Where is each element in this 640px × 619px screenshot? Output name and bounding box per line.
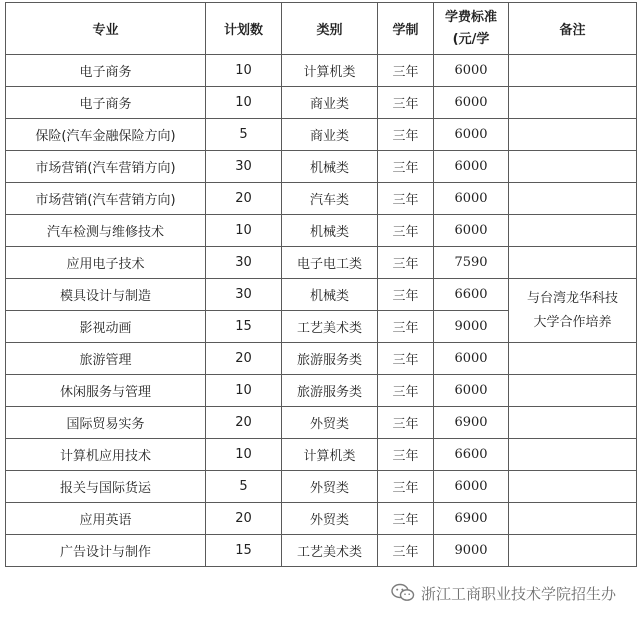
cell-category: 机械类 bbox=[282, 215, 378, 247]
cell-years: 三年 bbox=[378, 471, 434, 503]
cell-plan: 10 bbox=[206, 55, 282, 87]
cell-category: 机械类 bbox=[282, 279, 378, 311]
header-major: 专业 bbox=[6, 3, 206, 55]
wechat-icon bbox=[391, 583, 415, 603]
cell-major: 保险(汽车金融保险方向) bbox=[6, 119, 206, 151]
table-row bbox=[6, 407, 637, 439]
cell-major: 市场营销(汽车营销方向) bbox=[6, 183, 206, 215]
majors-table bbox=[5, 2, 637, 567]
cell-plan: 5 bbox=[206, 119, 282, 151]
cell-category: 计算机类 bbox=[282, 55, 378, 87]
cell-category: 旅游服务类 bbox=[282, 343, 378, 375]
header-fee-line2: (元/学 bbox=[452, 31, 490, 47]
cell-major: 市场营销(汽车营销方向) bbox=[6, 151, 206, 183]
cell-fee: 9000 bbox=[434, 535, 509, 567]
cell-fee: 6600 bbox=[434, 279, 509, 311]
cell-years: 三年 bbox=[378, 375, 434, 407]
cell-fee: 6000 bbox=[434, 343, 509, 375]
table-row bbox=[6, 279, 637, 311]
cell-plan: 5 bbox=[206, 471, 282, 503]
cell-category: 工艺美术类 bbox=[282, 311, 378, 343]
cell-years: 三年 bbox=[378, 535, 434, 567]
cell-plan: 10 bbox=[206, 87, 282, 119]
cell-fee: 9000 bbox=[434, 311, 509, 343]
cell-major: 计算机应用技术 bbox=[6, 439, 206, 471]
cell-category: 商业类 bbox=[282, 119, 378, 151]
cell-plan: 30 bbox=[206, 247, 282, 279]
cell-major: 旅游管理 bbox=[6, 343, 206, 375]
cell-plan: 30 bbox=[206, 151, 282, 183]
cell-category: 外贸类 bbox=[282, 503, 378, 535]
table-row bbox=[6, 439, 637, 471]
cell-plan: 20 bbox=[206, 183, 282, 215]
cell-major: 报关与国际货运 bbox=[6, 471, 206, 503]
cell-major: 汽车检测与维修技术 bbox=[6, 215, 206, 247]
cell-fee: 6000 bbox=[434, 215, 509, 247]
cell-category: 工艺美术类 bbox=[282, 535, 378, 567]
cell-fee: 7590 bbox=[434, 247, 509, 279]
cell-note bbox=[509, 407, 637, 439]
cell-years: 三年 bbox=[378, 247, 434, 279]
cell-category: 旅游服务类 bbox=[282, 375, 378, 407]
cell-fee: 6000 bbox=[434, 151, 509, 183]
header-fee bbox=[434, 3, 509, 55]
cell-major: 电子商务 bbox=[6, 55, 206, 87]
cell-note bbox=[509, 343, 637, 375]
cell-category: 外贸类 bbox=[282, 471, 378, 503]
header-fee-line1: 学费标准 bbox=[444, 9, 497, 25]
cell-years: 三年 bbox=[378, 183, 434, 215]
cell-years: 三年 bbox=[378, 503, 434, 535]
table-row bbox=[6, 119, 637, 151]
header-years: 学制 bbox=[378, 3, 434, 55]
cell-category: 机械类 bbox=[282, 151, 378, 183]
cell-plan: 10 bbox=[206, 439, 282, 471]
table-row bbox=[6, 247, 637, 279]
cell-plan: 10 bbox=[206, 375, 282, 407]
header-plan: 计划数 bbox=[206, 3, 282, 55]
cell-fee: 6000 bbox=[434, 183, 509, 215]
watermark-text: 浙江工商职业技术学院招生办 bbox=[421, 584, 617, 603]
table-row bbox=[6, 151, 637, 183]
cell-major: 影视动画 bbox=[6, 311, 206, 343]
cell-years: 三年 bbox=[378, 55, 434, 87]
note-line1: 与台湾龙华科技 bbox=[526, 290, 618, 306]
cell-years: 三年 bbox=[378, 311, 434, 343]
table-row bbox=[6, 535, 637, 567]
table-header-row bbox=[6, 3, 637, 55]
cell-category: 商业类 bbox=[282, 87, 378, 119]
cell-note bbox=[509, 183, 637, 215]
cell-fee: 6000 bbox=[434, 375, 509, 407]
cell-fee: 6000 bbox=[434, 471, 509, 503]
cell-plan: 15 bbox=[206, 535, 282, 567]
table-row bbox=[6, 183, 637, 215]
cell-years: 三年 bbox=[378, 343, 434, 375]
cell-years: 三年 bbox=[378, 439, 434, 471]
cell-plan: 20 bbox=[206, 503, 282, 535]
cell-category: 外贸类 bbox=[282, 407, 378, 439]
cell-fee: 6900 bbox=[434, 503, 509, 535]
cell-note bbox=[509, 151, 637, 183]
cell-major: 休闲服务与管理 bbox=[6, 375, 206, 407]
cell-major: 模具设计与制造 bbox=[6, 279, 206, 311]
cell-major: 应用电子技术 bbox=[6, 247, 206, 279]
cell-years: 三年 bbox=[378, 119, 434, 151]
table-row bbox=[6, 87, 637, 119]
cell-plan: 30 bbox=[206, 279, 282, 311]
cell-note bbox=[509, 375, 637, 407]
table-row bbox=[6, 215, 637, 247]
table-row bbox=[6, 343, 637, 375]
cell-fee: 6600 bbox=[434, 439, 509, 471]
table-row bbox=[6, 55, 637, 87]
header-category: 类别 bbox=[282, 3, 378, 55]
header-note: 备注 bbox=[509, 3, 637, 55]
cell-note bbox=[509, 503, 637, 535]
cell-years: 三年 bbox=[378, 407, 434, 439]
cell-major: 国际贸易实务 bbox=[6, 407, 206, 439]
cell-plan: 10 bbox=[206, 215, 282, 247]
cell-years: 三年 bbox=[378, 215, 434, 247]
cell-plan: 15 bbox=[206, 311, 282, 343]
table-row bbox=[6, 375, 637, 407]
cell-note bbox=[509, 87, 637, 119]
cell-years: 三年 bbox=[378, 151, 434, 183]
cell-note bbox=[509, 439, 637, 471]
cell-years: 三年 bbox=[378, 87, 434, 119]
cell-major: 广告设计与制作 bbox=[6, 535, 206, 567]
cell-fee: 6000 bbox=[434, 119, 509, 151]
cell-plan: 20 bbox=[206, 407, 282, 439]
cell-note bbox=[509, 535, 637, 567]
cell-plan: 20 bbox=[206, 343, 282, 375]
table-body bbox=[6, 55, 637, 567]
cell-note bbox=[509, 119, 637, 151]
cell-fee: 6000 bbox=[434, 55, 509, 87]
watermark bbox=[391, 581, 616, 605]
cell-note bbox=[509, 471, 637, 503]
cell-category: 计算机类 bbox=[282, 439, 378, 471]
note-line2: 大学合作培养 bbox=[533, 314, 612, 330]
cell-note-cooperation bbox=[509, 279, 637, 343]
table-row bbox=[6, 471, 637, 503]
cell-fee: 6000 bbox=[434, 87, 509, 119]
cell-category: 电子电工类 bbox=[282, 247, 378, 279]
cell-major: 应用英语 bbox=[6, 503, 206, 535]
cell-note bbox=[509, 55, 637, 87]
cell-fee: 6900 bbox=[434, 407, 509, 439]
cell-note bbox=[509, 247, 637, 279]
cell-note bbox=[509, 215, 637, 247]
cell-years: 三年 bbox=[378, 279, 434, 311]
cell-major: 电子商务 bbox=[6, 87, 206, 119]
table-row bbox=[6, 503, 637, 535]
cell-category: 汽车类 bbox=[282, 183, 378, 215]
